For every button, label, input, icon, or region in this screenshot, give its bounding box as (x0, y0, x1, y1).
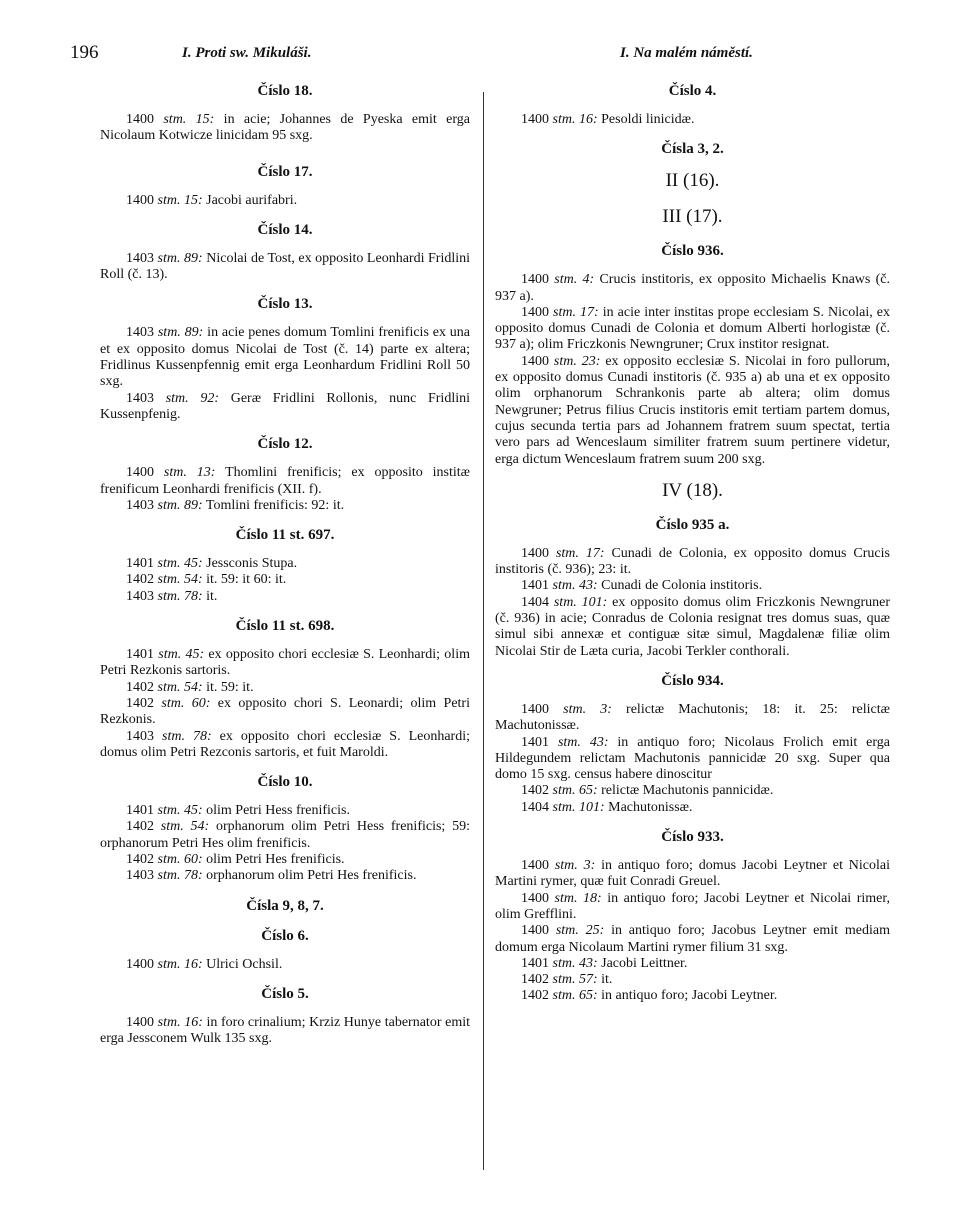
entry-text: Tomlini frenificis: 92: it. (202, 497, 345, 513)
entry-year: 1401 (521, 578, 553, 594)
register-section (495, 140, 890, 158)
register-entry (100, 957, 470, 973)
section-heading: Číslo 12. (257, 436, 313, 453)
entry-reference: stm. 17: (553, 304, 599, 320)
entry-reference: stm. 43: (557, 734, 609, 750)
register-section (100, 773, 470, 884)
register-entry (100, 647, 470, 680)
entry-reference: stm. 89: (157, 325, 204, 341)
register-section (495, 516, 890, 660)
section-heading: Číslo 934. (661, 672, 724, 689)
entry-reference: stm. 89: (157, 250, 203, 266)
register-entry (495, 354, 890, 468)
entry-year: 1402 (126, 852, 158, 868)
register-entry (495, 783, 890, 799)
section-heading: Číslo 13. (257, 296, 313, 313)
register-entry (495, 800, 890, 816)
entry-year: 1403 (126, 325, 158, 341)
entry-reference: stm. 3: (563, 701, 612, 717)
entry-text: in antiquo foro; Jacobi Leytner. (597, 988, 778, 1004)
entry-reference: stm. 43: (552, 955, 598, 971)
entry-year: 1402 (521, 972, 553, 988)
register-entry (100, 325, 470, 390)
entry-year: 1403 (126, 868, 158, 884)
running-head (70, 42, 890, 68)
entry-year: 1402 (521, 783, 553, 799)
register-section (495, 206, 890, 228)
register-entry (100, 589, 470, 605)
page-number: 196 (70, 42, 99, 63)
register-entry (100, 803, 470, 819)
entry-reference: stm. 54: (157, 572, 203, 588)
register-entry (495, 305, 890, 354)
entry-reference: stm. 16: (157, 1014, 203, 1030)
section-heading: Číslo 14. (257, 221, 313, 238)
register-entry (495, 988, 890, 1004)
entry-reference: stm. 101: (553, 594, 608, 610)
register-section (100, 526, 470, 605)
entry-year: 1400 (126, 1014, 158, 1030)
register-entry (495, 595, 890, 660)
entry-year: 1403 (126, 728, 163, 744)
entry-text: in acie; Johannes de Pyeska emit erga Nicolaum Kotwicze linicidam 95 sxg. (100, 112, 471, 144)
entry-text: relictæ Machutonis pannicidæ. (597, 783, 774, 799)
entry-year: 1402 (126, 819, 161, 835)
register-section (495, 170, 890, 192)
entry-text: Crucis institoris, ex opposito Michaelis Knaws (č. 937 a). (495, 272, 891, 304)
entry-reference: stm. 18: (554, 890, 602, 906)
entry-reference: stm. 57: (552, 972, 598, 988)
entry-text: in antiquo foro; Jacobus Leytner emit mediam domum erga Nicolaum Martini rymer filium 31 sxg. (495, 923, 890, 955)
register-entry (100, 391, 470, 424)
register-section (100, 927, 470, 973)
entry-year: 1400 (521, 272, 555, 288)
entry-year: 1403 (126, 497, 158, 513)
register-entry (100, 193, 470, 209)
register-entry (495, 578, 890, 594)
section-heading: Číslo 935 a. (655, 516, 730, 533)
entry-text: in acie inter institas prope ecclesiam S. Nicolai, ex opposito domus Cunadi de Colonia et domum Alberti horlogistæ (č. 937 a); olim Friczkonis Newngruner; Crux institor resignat. (495, 304, 891, 353)
section-heading: Číslo 936. (661, 243, 724, 260)
entry-year: 1402 (126, 695, 162, 711)
right-column (495, 82, 890, 1017)
entry-year: 1401 (126, 647, 159, 663)
entry-text: Nicolai de Tost, ex opposito Leonhardi Fridlini Roll (č. 13). (100, 250, 471, 283)
register-entry (495, 956, 890, 972)
entry-text: Ulrici Ochsil. (202, 956, 283, 972)
entry-text: relictæ Machutonis; 18: it. 25: relictæ Machutonissæ. (495, 701, 890, 734)
entry-year: 1400 (521, 890, 555, 906)
entry-text: it. 59: it 60: it. (202, 572, 287, 588)
entry-text: Cunadi de Colonia institoris. (597, 578, 763, 594)
entry-reference: stm. 13: (163, 465, 216, 481)
register-section (100, 985, 470, 1048)
entry-year: 1401 (126, 803, 158, 819)
entry-reference: stm. 16: (157, 956, 203, 972)
section-heading: Číslo 18. (257, 83, 313, 99)
entry-year: 1400 (126, 112, 164, 127)
entry-text: orphanorum olim Petri Hes frenificis. (202, 868, 417, 884)
entry-reference: stm. 17: (555, 545, 605, 561)
running-head-left-title: I. Proti sw. Mikuláši. (182, 45, 312, 61)
register-section (100, 435, 470, 514)
entry-text: in antiquo foro; Nicolaus Frolich emit erga Hildegundem relictam Machutonis pannicidæ 20 sxg. Super qua domo 15 sxg. census habere dinoscitur (495, 734, 890, 783)
roman-section-heading: IV (18). (662, 479, 723, 501)
entry-year: 1404 (521, 799, 553, 815)
register-entry (495, 702, 890, 735)
register-entry (100, 465, 470, 498)
register-entry (100, 112, 470, 145)
entry-text: it. (202, 588, 218, 604)
register-entry (495, 272, 890, 305)
section-heading: Číslo 11 st. 698. (235, 618, 335, 635)
running-head-right-title: I. Na malém náměstí. (620, 45, 753, 61)
section-heading: Číslo 11 st. 697. (235, 527, 335, 544)
entry-text: in antiquo foro; domus Jacobi Leytner et Nicolai Martini rymer, quæ fuit Conradi Greuel. (495, 858, 891, 890)
register-entry (100, 868, 470, 884)
entry-text: Jacobi aurifabri. (202, 192, 298, 208)
register-entry (100, 498, 470, 514)
entry-text: Pesoldi linicidæ. (597, 112, 695, 127)
entry-year: 1403 (126, 250, 158, 266)
register-entry (100, 1015, 470, 1048)
entry-reference: stm. 15: (163, 112, 215, 127)
register-section (100, 617, 470, 761)
entry-reference: stm. 25: (555, 923, 605, 939)
entry-text: Thomlini frenificis; ex opposito institæ frenificum Leonhardi frenificis (XII. f). (100, 465, 470, 497)
register-entry (495, 112, 890, 128)
entry-text: Jessconis Stupa. (202, 556, 298, 572)
entry-reference: stm. 45: (157, 556, 203, 572)
entry-year: 1401 (521, 955, 553, 971)
register-section (495, 672, 890, 816)
entry-text: orphanorum olim Petri Hess frenificis; 59: orphanorum Petri Hes olim frenificis. (100, 819, 470, 851)
entry-year: 1402 (126, 679, 158, 695)
entry-reference: stm. 54: (157, 679, 203, 695)
section-heading: Číslo 5. (261, 985, 309, 1002)
entry-text: in acie penes domum Tomlini frenificis ex una et ex opposito domus Nicolai de Tost (č. 14) parte ex altera; Fridlinus Kussenpfennig emit erga Leonhardum Fridlini Roll 50 sxg. (100, 325, 471, 390)
register-entry (495, 923, 890, 956)
section-heading: Číslo 10. (257, 774, 313, 791)
entry-reference: stm. 92: (165, 390, 220, 406)
register-section (100, 221, 470, 284)
entry-reference: stm. 23: (553, 353, 601, 369)
register-entry (100, 680, 470, 696)
entry-year: 1401 (521, 734, 558, 750)
entry-reference: stm. 78: (157, 868, 203, 884)
register-entry (100, 251, 470, 284)
entry-year: 1401 (126, 556, 158, 572)
entry-year: 1400 (521, 353, 554, 369)
entry-text: ex opposito chori ecclesiæ S. Leonhardi; olim Petri Rezkonis sartoris. (100, 647, 470, 679)
entry-reference: stm. 16: (552, 112, 598, 127)
entry-year: 1400 (126, 465, 164, 481)
register-entry (100, 819, 470, 852)
entry-text: olim Petri Hess frenificis. (202, 803, 350, 819)
register-entry (495, 735, 890, 784)
section-heading: Číslo 6. (261, 927, 309, 944)
entry-text: in antiquo foro; Jacobi Leytner et Nicolai rimer, olim Grefflini. (495, 890, 890, 922)
register-section (495, 242, 890, 468)
register-section (495, 82, 890, 128)
entry-text: olim Petri Hes frenificis. (202, 852, 345, 868)
entry-reference: stm. 101: (552, 799, 605, 815)
register-section (100, 82, 470, 145)
section-heading: Číslo 4. (668, 83, 717, 99)
entry-reference: stm. 3: (554, 858, 596, 874)
entry-year: 1400 (521, 545, 556, 561)
entry-reference: stm. 15: (157, 192, 203, 208)
entry-year: 1400 (521, 701, 564, 717)
entry-reference: stm. 45: (157, 803, 203, 819)
entry-reference: stm. 4: (554, 272, 595, 288)
entry-text: ex opposito ecclesiæ S. Nicolai in foro pullorum, ex opposito domus Cunadi institoris (č. 935 a) ab una et ex opposito olim orphanorum Schrankonis parte ab altera; olim domus Newgruner; Petrus filius Crucis institoris emit tertiam partem domus, cujus secunda tertia pars ad Johannem fratrem suum spectat, tertia vero pars ad Wenceslaum similiter fratrem suum pertinere videtur, erga dictum Wenceslaum fratrem suum 200 sxg. (495, 353, 890, 467)
left-column (100, 82, 470, 1060)
register-section (495, 480, 890, 502)
entry-text: in foro crinalium; Krziz Hunye tabernator emit erga Jessconem Wulk 135 sxg. (100, 1014, 470, 1047)
entry-text: ex opposito domus olim Friczkonis Newngruner (č. 936) in acie; Conradus de Colonia resignat tres domus suas, quæ simul sibi annexæ et contiguæ sitæ simul, Magdalenæ filiæ olim Nicolai Stir de Læta curia, Jacobi Terkler conthorali. (495, 594, 890, 659)
entry-year: 1400 (521, 858, 555, 874)
entry-year: 1402 (126, 572, 158, 588)
register-section (100, 295, 470, 423)
section-heading: Číslo 933. (661, 829, 724, 846)
entry-reference: stm. 65: (552, 988, 598, 1004)
entry-reference: stm. 60: (161, 695, 211, 711)
entry-year: 1400 (521, 923, 556, 939)
entry-reference: stm. 54: (160, 819, 210, 835)
entry-reference: stm. 78: (162, 728, 212, 744)
register-entry (495, 858, 890, 891)
entry-text: ex opposito chori S. Leonardi; olim Petri Rezkonis. (100, 695, 470, 728)
column-divider (483, 92, 484, 1170)
entry-year: 1400 (521, 112, 553, 127)
entry-reference: stm. 89: (157, 497, 203, 513)
entry-year: 1400 (521, 304, 554, 320)
section-heading: Čísla 3, 2. (661, 141, 724, 158)
entry-reference: stm. 60: (157, 852, 203, 868)
register-entry (100, 852, 470, 868)
entry-text: Jacobi Leittner. (597, 955, 688, 971)
entry-text: it. (597, 972, 613, 988)
roman-section-heading: III (17). (662, 206, 723, 228)
entry-year: 1403 (126, 390, 166, 406)
entry-reference: stm. 43: (552, 578, 598, 594)
entry-year: 1402 (521, 988, 553, 1004)
entry-reference: stm. 65: (552, 783, 598, 799)
entry-year: 1403 (126, 588, 158, 604)
entry-year: 1400 (126, 956, 158, 972)
entry-text: Geræ Fridlini Rollonis, nunc Fridlini Kussenpfenig. (100, 390, 470, 422)
entry-reference: stm. 45: (158, 647, 205, 663)
section-heading: Číslo 17. (257, 163, 313, 180)
section-heading: Čísla 9, 8, 7. (246, 897, 324, 914)
entry-reference: stm. 78: (157, 588, 203, 604)
register-entry (100, 572, 470, 588)
entry-text: Cunadi de Colonia, ex opposito domus Crucis institoris (č. 936); 23: it. (495, 545, 890, 578)
roman-section-heading: II (16). (665, 170, 720, 192)
register-section (495, 828, 890, 1005)
entry-year: 1400 (126, 192, 158, 208)
register-section (100, 897, 470, 915)
entry-year: 1404 (521, 594, 554, 610)
register-entry (100, 556, 470, 572)
register-entry (495, 972, 890, 988)
register-entry (495, 891, 890, 924)
register-entry (495, 546, 890, 579)
entry-text: Machutonissæ. (604, 799, 693, 815)
register-entry (100, 729, 470, 762)
entry-text: it. 59: it. (202, 679, 254, 695)
register-entry (100, 696, 470, 729)
entry-text: ex opposito chori ecclesiæ S. Leonhardi; domus olim Petri Rezconis sartoris, et fuit Maroldi. (100, 728, 470, 760)
register-section (100, 163, 470, 209)
